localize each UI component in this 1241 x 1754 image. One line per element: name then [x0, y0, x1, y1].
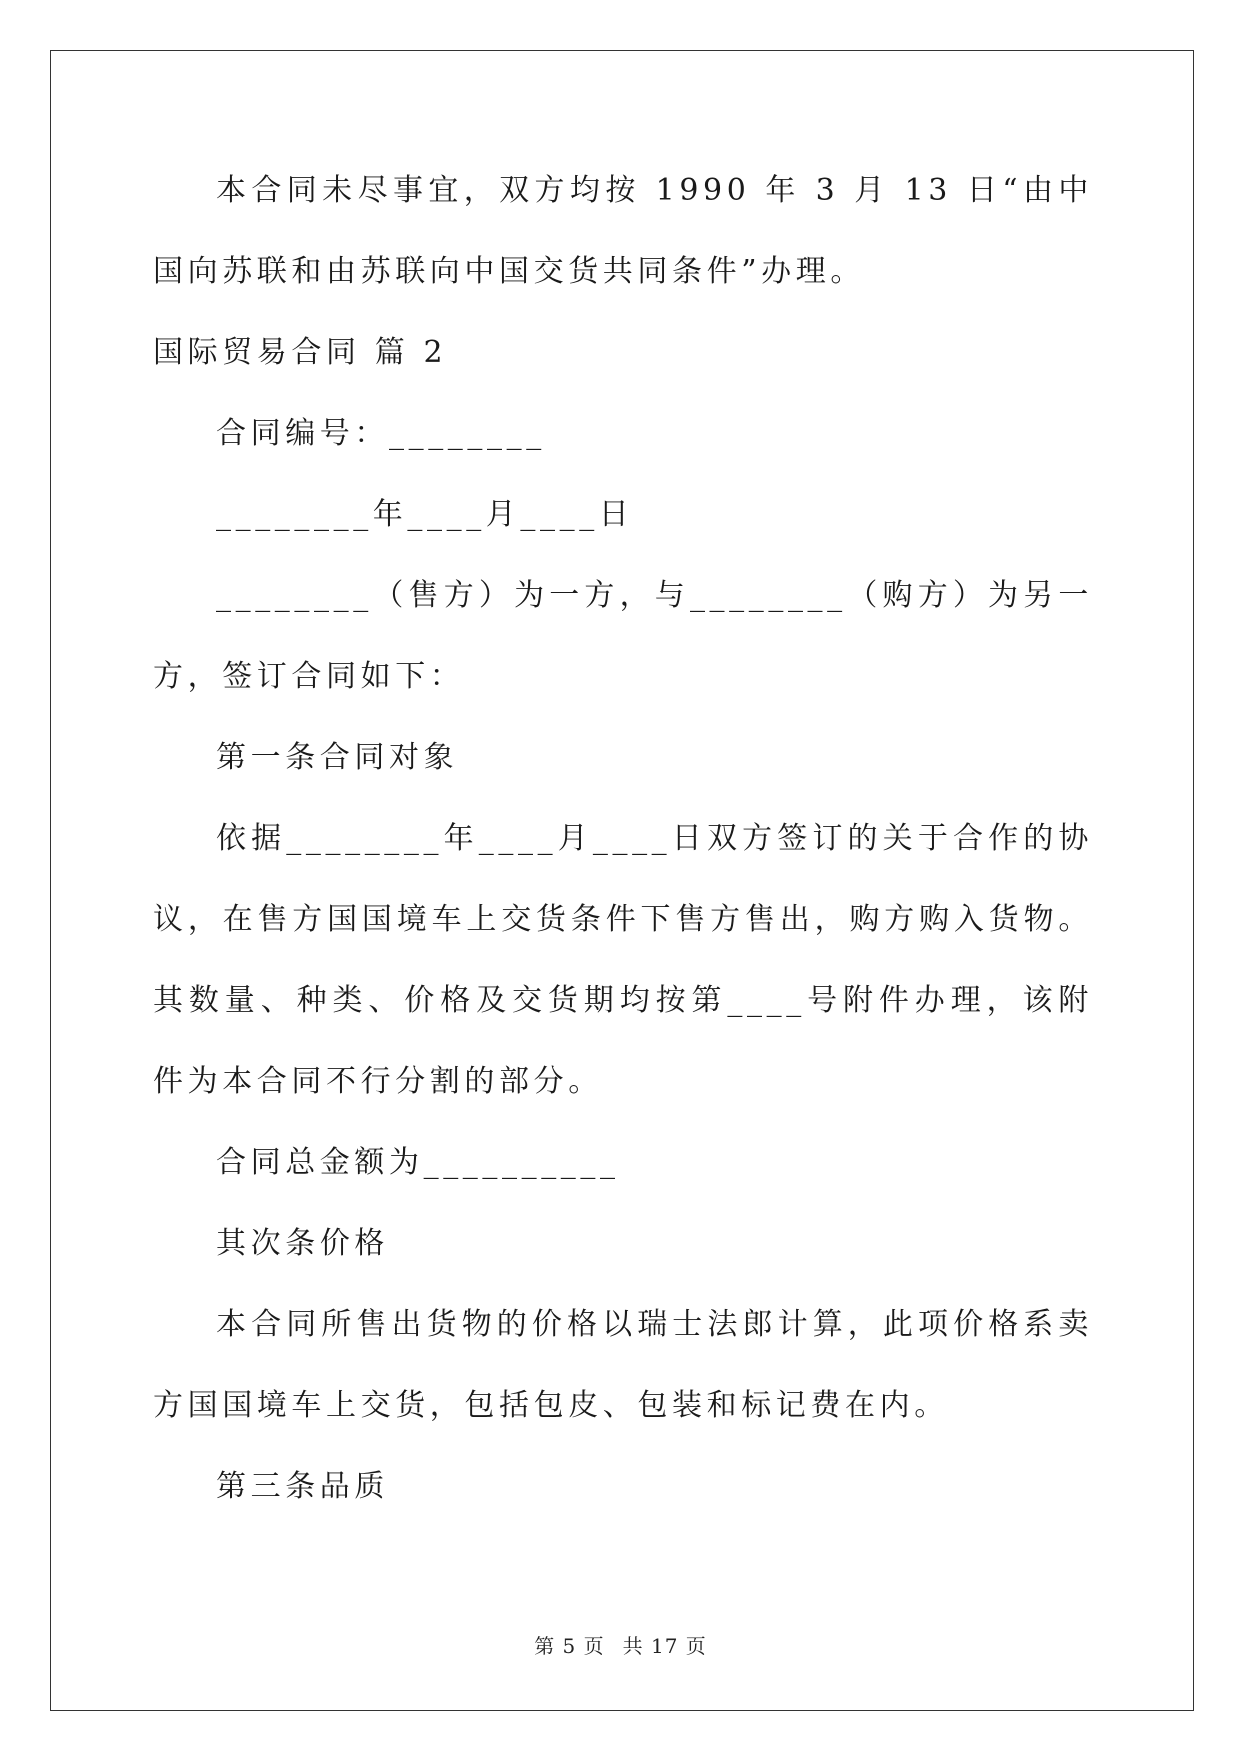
document-body	[153, 150, 1093, 1527]
page-total: 共 17 页	[622, 1634, 707, 1658]
section-title: 国际贸易合同 篇 2	[153, 335, 448, 370]
article-3-heading: 第三条品质	[216, 1469, 389, 1504]
parties-paragraph: ________（售方）为一方，与________（购方）为另一方，签订合同如下：	[153, 578, 1093, 694]
article-1-heading: 第一条合同对象	[216, 740, 459, 775]
total-amount-line: 合同总金额为__________	[216, 1145, 620, 1180]
paragraph-unresolved-matters: 本合同未尽事宜，双方均按 1990 年 3 月 13 日“由中国向苏联和由苏联向中国交货共同条件”办理。	[153, 173, 1093, 289]
date-line: ________年____月____日	[216, 497, 634, 532]
contract-number-line: 合同编号：________	[216, 416, 546, 451]
page-number: 第 5 页	[534, 1634, 605, 1658]
page-footer	[0, 1630, 1241, 1659]
article-2-body: 本合同所售出货物的价格以瑞士法郎计算，此项价格系卖方国国境车上交货，包括包皮、包装和标记费在内。	[153, 1307, 1093, 1423]
article-2-heading: 其次条价格	[216, 1226, 389, 1261]
article-1-body: 依据________年____月____日双方签订的关于合作的协议，在售方国国境车上交货条件下售方售出，购方购入货物。其数量、种类、价格及交货期均按第____号附件办理，该附件为本合同不行分割的部分。	[153, 821, 1093, 1099]
